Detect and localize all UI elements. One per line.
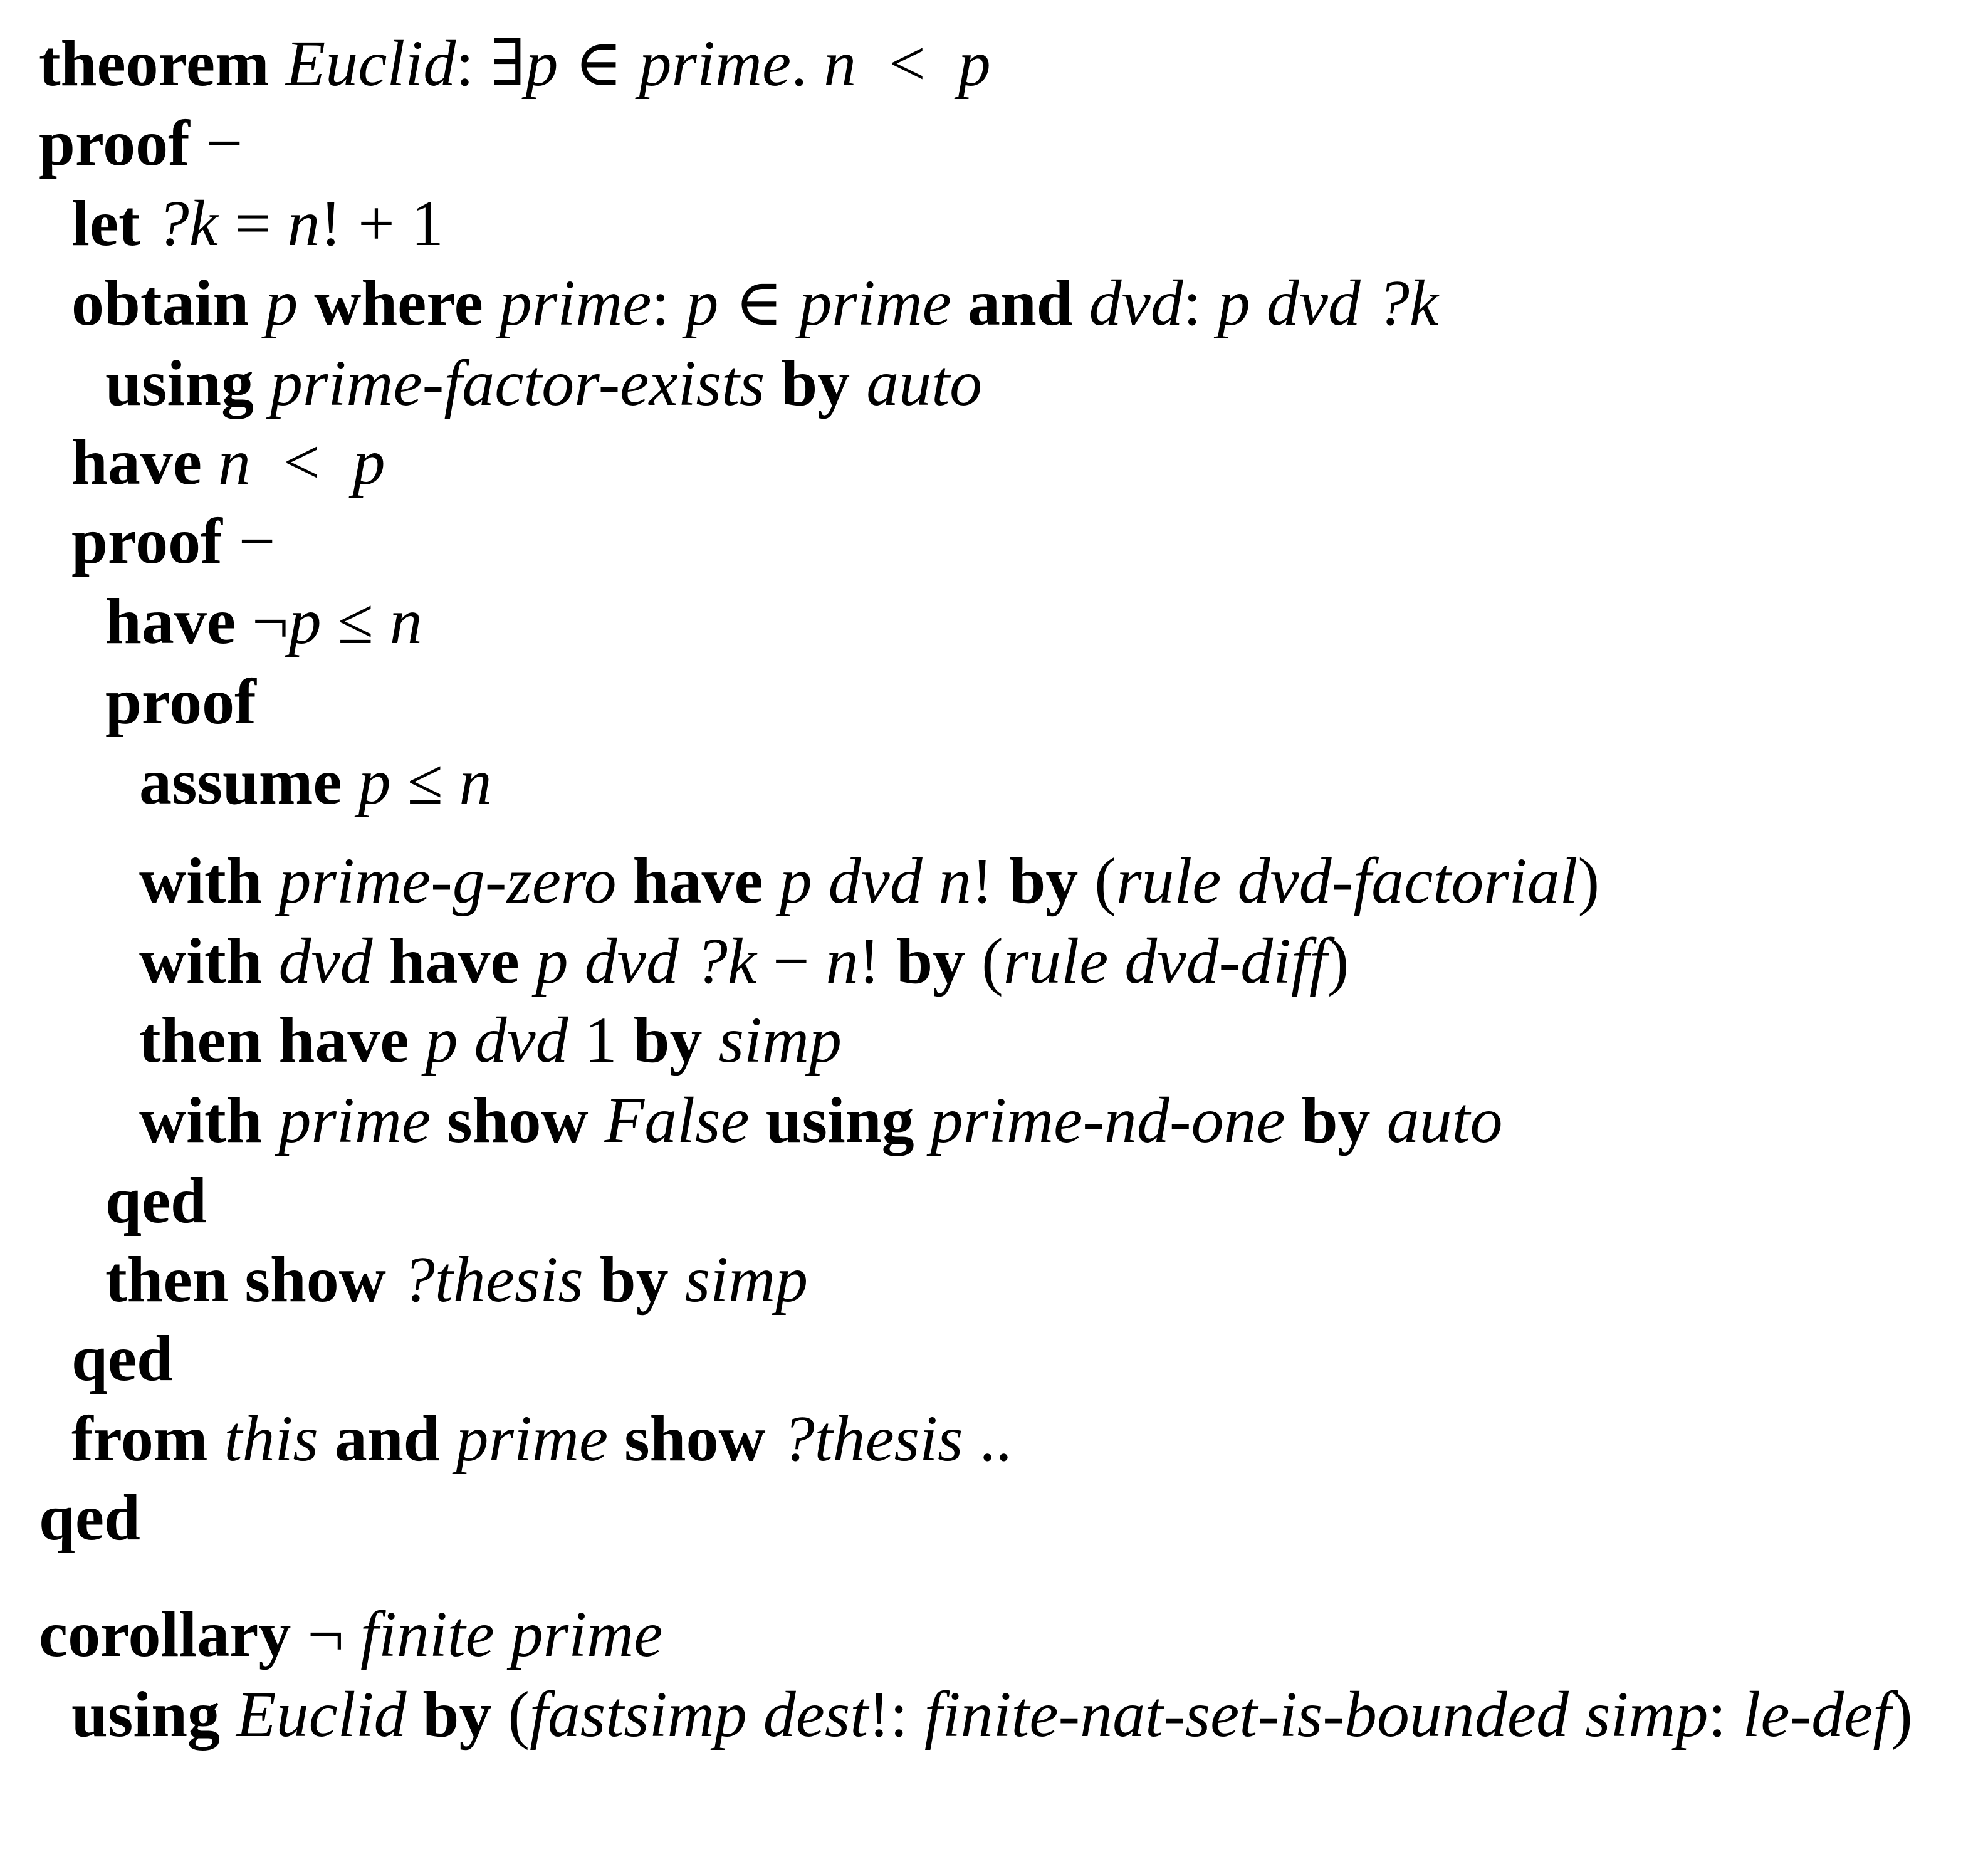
- symbol: ! + 1: [320, 187, 444, 259]
- keyword: qed: [39, 1482, 140, 1554]
- identifier: rule dvd-diff: [1003, 925, 1327, 997]
- proof-line: [105, 585, 422, 657]
- symbol: <: [856, 28, 958, 100]
- keyword: have: [71, 426, 202, 498]
- proof-line: [105, 347, 983, 419]
- proof-line: [39, 28, 991, 100]
- keyword: proof: [39, 107, 190, 179]
- keyword: let: [71, 187, 140, 259]
- proof-line: [139, 845, 1600, 917]
- keyword: using: [71, 1678, 221, 1751]
- keyword: with: [139, 1084, 263, 1156]
- symbol: [765, 347, 781, 419]
- symbol: [249, 267, 265, 339]
- keyword: then have: [139, 1004, 409, 1076]
- symbol: =: [217, 187, 288, 259]
- symbol: :: [1183, 267, 1218, 339]
- identifier: n: [824, 28, 857, 100]
- proof-line: [139, 1004, 842, 1076]
- identifier: finite-nat-set-is-bounded simp: [924, 1678, 1708, 1751]
- identifier: prime-nd-one: [930, 1084, 1285, 1156]
- identifier: n: [389, 585, 422, 657]
- symbol: [750, 1084, 766, 1156]
- proof-line: [105, 1243, 808, 1316]
- identifier: dvd: [278, 925, 373, 997]
- symbol: .: [791, 28, 824, 100]
- proof-line: [71, 505, 276, 577]
- symbol: ¬: [291, 1598, 361, 1670]
- identifier: Euclid: [285, 28, 456, 100]
- symbol: −: [756, 925, 826, 997]
- identifier: p dvd ?k: [535, 925, 756, 997]
- identifier: n: [287, 187, 320, 259]
- keyword: by: [781, 347, 850, 419]
- identifier: p: [686, 267, 719, 339]
- identifier: p: [352, 426, 385, 498]
- identifier: prime: [278, 1084, 431, 1156]
- symbol: [440, 1403, 456, 1475]
- identifier: p: [358, 746, 391, 818]
- identifier: n: [825, 925, 859, 997]
- keyword: by: [1009, 845, 1079, 917]
- identifier: p: [288, 585, 322, 657]
- keyword: obtain: [71, 267, 249, 339]
- symbol: [583, 1243, 600, 1316]
- symbol: [431, 1084, 447, 1156]
- keyword: show: [447, 1084, 589, 1156]
- identifier: prime: [799, 267, 951, 339]
- symbol: [669, 1243, 685, 1316]
- symbol: [483, 267, 500, 339]
- keyword: by: [1301, 1084, 1371, 1156]
- identifier: ?thesis: [782, 1403, 963, 1475]
- keyword: show: [624, 1403, 766, 1475]
- symbol: ): [1327, 925, 1349, 997]
- identifier: le-def: [1742, 1678, 1891, 1751]
- proof-line: [39, 1482, 140, 1554]
- keyword: where: [314, 267, 483, 339]
- symbol: [1073, 267, 1089, 339]
- symbol: [202, 426, 218, 498]
- identifier: this: [224, 1403, 318, 1475]
- keyword: have: [632, 845, 763, 917]
- identifier: prime-factor-exists: [270, 347, 765, 419]
- keyword: theorem: [39, 28, 269, 100]
- keyword: corollary: [39, 1598, 291, 1670]
- proof-line: [71, 187, 444, 259]
- symbol: [254, 347, 270, 419]
- identifier: prime-g-zero: [278, 845, 617, 917]
- symbol: !:: [868, 1678, 924, 1751]
- keyword: proof: [105, 666, 256, 738]
- proof-line: [139, 1084, 1503, 1156]
- symbol: ): [1577, 845, 1600, 917]
- symbol: <: [251, 426, 353, 498]
- keyword: have: [389, 925, 520, 997]
- identifier: n: [218, 426, 251, 498]
- symbol: (: [1078, 845, 1116, 917]
- proof-line: [71, 1403, 1012, 1475]
- symbol: ¬: [236, 585, 289, 657]
- keyword: by: [896, 925, 966, 997]
- symbol: [269, 28, 286, 100]
- identifier: p: [958, 28, 991, 100]
- symbol: (: [491, 1678, 530, 1751]
- symbol: ∈: [558, 28, 639, 100]
- identifier: n: [459, 746, 492, 818]
- proof-line: [39, 107, 243, 179]
- proof-line: [105, 1165, 207, 1237]
- proof-line: [71, 1678, 1913, 1751]
- symbol: [298, 267, 314, 339]
- symbol: !: [971, 845, 1010, 917]
- keyword: with: [139, 845, 263, 917]
- identifier: p dvd n: [779, 845, 971, 917]
- keyword: from: [71, 1403, 208, 1475]
- proof-line: [139, 925, 1349, 997]
- symbol: (: [965, 925, 1003, 997]
- symbol: [589, 1084, 605, 1156]
- keyword: have: [105, 585, 236, 657]
- symbol: : ∃: [456, 28, 526, 100]
- symbol: ≤: [390, 746, 459, 818]
- identifier: dvd: [1089, 267, 1183, 339]
- proof-line: [71, 426, 385, 498]
- symbol: [262, 925, 278, 997]
- identifier: finite prime: [360, 1598, 663, 1670]
- symbol: [703, 1004, 719, 1076]
- identifier: auto: [1386, 1084, 1503, 1156]
- symbol: [617, 845, 633, 917]
- identifier: prime: [499, 267, 652, 339]
- identifier: p: [265, 267, 298, 339]
- identifier: rule dvd-factorial: [1116, 845, 1578, 917]
- proof-line: [105, 666, 256, 738]
- keyword: qed: [71, 1322, 173, 1395]
- symbol: [262, 1084, 278, 1156]
- identifier: fastsimp dest: [530, 1678, 869, 1751]
- symbol: [208, 1403, 224, 1475]
- identifier: ?k: [156, 187, 218, 259]
- symbol: [262, 845, 278, 917]
- keyword: using: [765, 1084, 914, 1156]
- symbol: [409, 1004, 425, 1076]
- identifier: prime: [456, 1403, 609, 1475]
- identifier: simp: [718, 1004, 842, 1076]
- symbol: [407, 1678, 423, 1751]
- symbol: ): [1891, 1678, 1913, 1751]
- identifier: Euclid: [236, 1678, 407, 1751]
- symbol: [914, 1084, 931, 1156]
- keyword: using: [105, 347, 254, 419]
- keyword: and: [334, 1403, 440, 1475]
- proof-line: [71, 267, 1439, 339]
- proof-line: [71, 1322, 173, 1395]
- keyword: by: [633, 1004, 703, 1076]
- symbol: −: [222, 505, 276, 577]
- symbol: 1: [568, 1004, 634, 1076]
- keyword: by: [422, 1678, 492, 1751]
- symbol: [373, 925, 389, 997]
- symbol: :: [651, 267, 686, 339]
- identifier: False: [604, 1084, 750, 1156]
- identifier: prime: [639, 28, 792, 100]
- symbol: ∈: [718, 267, 800, 339]
- keyword: with: [139, 925, 263, 997]
- symbol: [1371, 1084, 1387, 1156]
- symbol: −: [189, 107, 243, 179]
- symbol: [220, 1678, 236, 1751]
- keyword: and: [967, 267, 1073, 339]
- keyword: proof: [71, 505, 222, 577]
- identifier: p dvd ?k: [1217, 267, 1439, 339]
- identifier: auto: [866, 347, 983, 419]
- symbol: [386, 1243, 402, 1316]
- identifier: p: [525, 28, 558, 100]
- symbol: [342, 746, 358, 818]
- symbol: [951, 267, 968, 339]
- keyword: then show: [105, 1243, 386, 1316]
- symbol: :: [1708, 1678, 1743, 1751]
- symbol: [318, 1403, 335, 1475]
- symbol: [1285, 1084, 1302, 1156]
- identifier: ?thesis: [402, 1243, 583, 1316]
- keyword: qed: [105, 1165, 207, 1237]
- symbol: [850, 347, 866, 419]
- symbol: [608, 1403, 624, 1475]
- symbol: [763, 845, 780, 917]
- symbol: [140, 187, 157, 259]
- proof-line: [139, 746, 492, 818]
- identifier: simp: [684, 1243, 808, 1316]
- symbol: ≤: [321, 585, 390, 657]
- symbol: !: [858, 925, 897, 997]
- symbol: [766, 1403, 782, 1475]
- identifier: p dvd: [425, 1004, 568, 1076]
- keyword: by: [599, 1243, 669, 1316]
- proof-line: [39, 1598, 663, 1670]
- keyword: assume: [139, 746, 342, 818]
- symbol: [520, 925, 536, 997]
- symbol: ..: [963, 1403, 1012, 1475]
